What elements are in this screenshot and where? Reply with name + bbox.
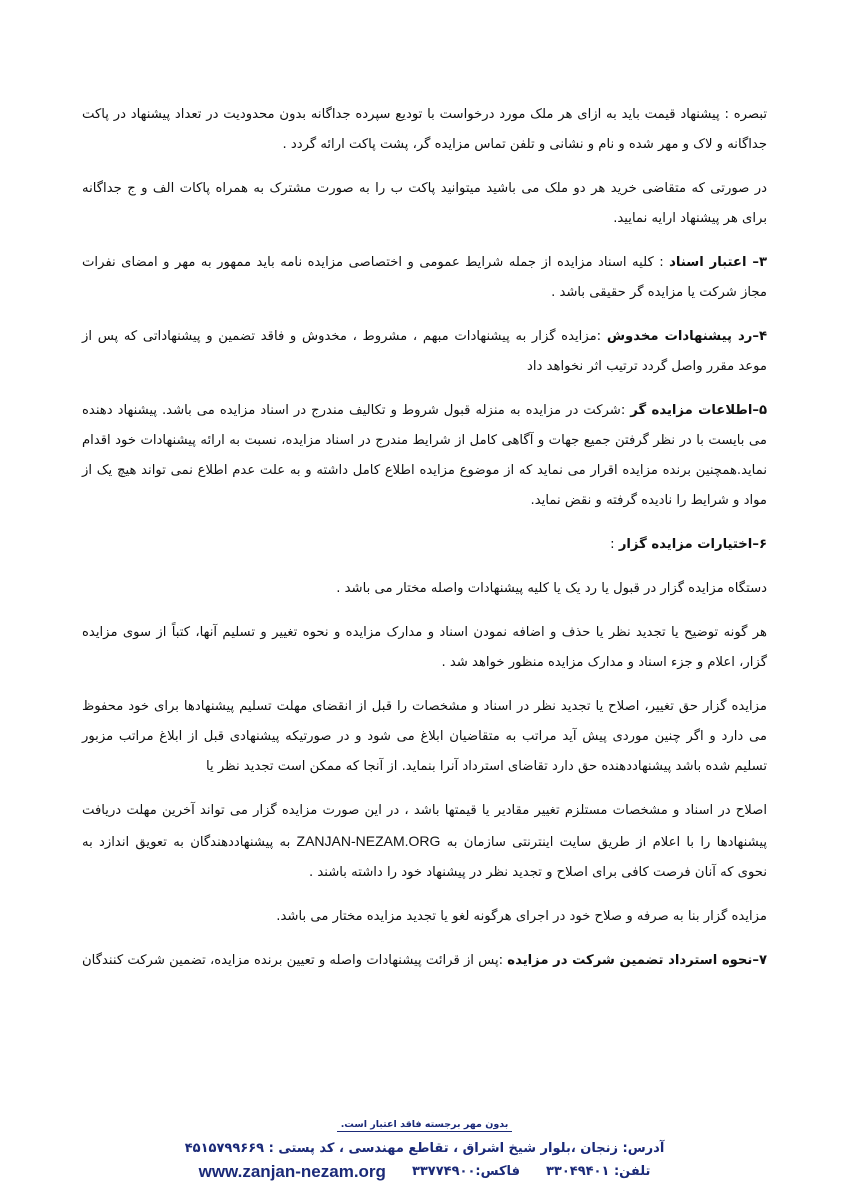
stamp-note: بدون مهر برجسته فاقد اعتبار است. [337,1119,513,1132]
paragraph-text: در صورتی که متقاضی خرید هر دو ملک می باشید میتوانید پاکت ب را به صورت مشترک به همراه پاکات الف و ج جداگانه برای هر پیشنهاد ارایه نمایید. [82,181,767,226]
section-heading: ۶–اختیارات مزایده گزار [618,537,767,552]
section-heading: ۷–نحوه استرداد تضمین شرکت در مزایده [507,953,767,968]
revision-rights-paragraph [82,692,767,782]
paragraph-text: : [610,537,619,552]
note-paragraph [82,100,767,160]
section-heading: ۴–رد پیشنهادات مخدوش [606,329,767,344]
section-7-paragraph [82,946,767,976]
deadline-extension-paragraph [82,796,767,888]
paragraph-text: تبصره : پیشنهاد قیمت باید به ازای هر ملک مورد درخواست با تودیع سپرده جداگانه بدون محدودیت در تعداد پیشنهاد در پاکت جداگانه و لاک و مهر شده و نام و نشانی و تلفن تماس مزایده گر، پشت پاکت ارائه گردد . [82,107,767,152]
paragraph-text: به پیشنهاددهندگان به تعویق اندازد به نحوی که آنان فرصت کافی برای اصلاح و تجدید نظر در پیشنهاد خود را داشته باشند . [82,835,767,880]
paragraph-text: هر گونه توضیح یا تجدید نظر یا حذف و اضافه نمودن اسناد و مدارک مزایده و نحوه تغییر و تسلیم آنها، کتباً از سوی مزایده گزار، اعلام و جزء اسناد و مدارک مزایده منظور خواهد شد . [82,625,767,670]
amendment-paragraph [82,618,767,678]
paragraph-text: :شرکت در مزایده به منزله قبول شروط و تکالیف مندرج در اسناد مزایده می باشد. پیشنهاد دهنده می بایست با در نظر گرفتن جمیع جهات و آگاهی کامل از شرایط مندرج در اسناد مزایده، نسبت به ارائه پیشنهادات خود اقدام نماید.همچنین برنده مزایده اقرار می نماید که از موضوع مزایده اطلاع کامل داشته و به علت عدم اطلاع نمی تواند هیچ یک از مواد و شرایط را نادیده گرفته و نقض نماید. [82,403,767,508]
document-body [82,100,767,990]
footer-address: آدرس: زنجان ،بلوار شیخ اشراق ، تقاطع مهندسی ، کد پستی : ۴۵۱۵۷۹۹۶۶۹ [184,1141,665,1156]
footer-fax: فاکس:۳۳۷۷۴۹۰۰ [411,1164,520,1179]
section-5-paragraph [82,396,767,516]
paragraph-text: : کلیه اسناد مزایده از جمله شرایط عمومی و اختصاصی مزایده نامه باید ممهور به مهر و امضای نفرات مجاز شرکت یا مزایده گر حقیقی باشد . [82,255,767,300]
footer-contact-row [150,1160,699,1184]
section-3-paragraph [82,248,767,308]
paragraph-text: مزایده گزار حق تغییر، اصلاح یا تجدید نظر در اسناد و مشخصات را قبل از انقضای مهلت تسلیم پیشنهادها برای خود محفوظ می دارد و اگر چنین موردی پیش آید مراتب به متقاضیان ابلاغ می شود و در صورتیکه پیشنهادی قبل از ابلاغ مراتب مزبور تسلیم شده باشد پیشنهاددهنده حق دارد تقاضای استرداد آنرا بنماید. از آنجا که ممکن است تجدید نظر یا [82,699,767,774]
paragraph-text: مزایده گزار بنا به صرفه و صلاح خود در اجرای هرگونه لغو یا تجدید مزایده مختار می باشد. [276,909,767,924]
joint-envelope-paragraph [82,174,767,234]
footer-phone: تلفن: ۳۳۰۴۹۴۰۱ [545,1164,651,1179]
paragraph-text: اصلاح در اسناد و مشخصات مستلزم تغییر مقادیر یا قیمتها باشد ، در این صورت مزایده گزار می تواند آخرین مهلت دریافت پیشنهادها را با اعلام از طریق سایت اینترنتی سازمان به [82,803,767,850]
website-mention: ZANJAN-NEZAM.ORG [296,833,441,849]
section-heading: ۳– اعتبار اسناد [669,255,767,270]
section-heading: ۵–اطلاعات مزایده گر [630,403,768,418]
section-6-heading-paragraph [82,530,767,560]
section-4-paragraph [82,322,767,382]
footer-website: www.zanjan-nezam.org [198,1162,386,1181]
page-footer [150,1112,699,1184]
paragraph-text: :مزایده گزار به پیشنهادات مبهم ، مشروط ، مخدوش و فاقد تضمین و پیشنهاداتی که پس از موعد مقرر واصل گردد ترتیب اثر نخواهد داد [82,329,767,374]
paragraph-text: دستگاه مزایده گزار در قبول یا رد یک یا کلیه پیشنهادات واصله مختار می باشد . [336,581,767,596]
paragraph-text: :پس از قرائت پیشنهادات واصله و تعیین برنده مزایده، تضمین شرکت کنندگان [82,953,508,968]
authority-paragraph [82,574,767,604]
cancellation-paragraph [82,902,767,932]
